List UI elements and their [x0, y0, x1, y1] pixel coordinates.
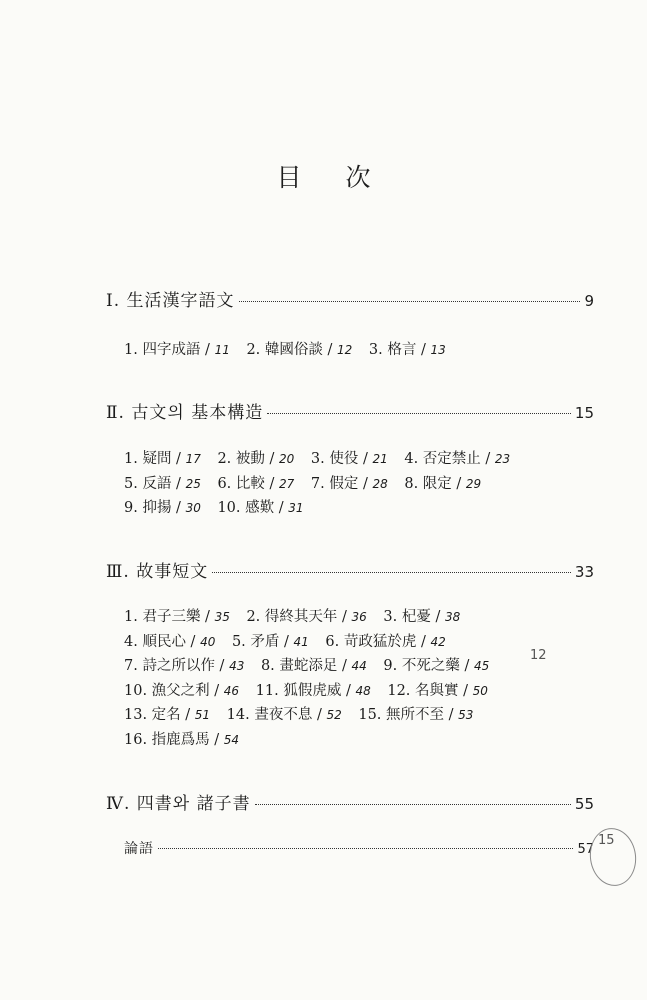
entry[interactable]: 16. 指鹿爲馬 / 54: [124, 731, 240, 748]
section-page-number: 55: [574, 795, 594, 813]
entry-row: [124, 679, 501, 704]
entry[interactable]: 2. 韓國俗談 / 12: [246, 342, 353, 358]
entry[interactable]: 14. 晝夜不息 / 52: [226, 707, 342, 723]
entry[interactable]: 2. 被動 / 20: [217, 451, 295, 467]
entry[interactable]: 6. 比較 / 27: [217, 475, 295, 492]
entry[interactable]: 1. 四字成語 / 11: [124, 342, 230, 358]
entry[interactable]: 11. 狐假虎威 / 48: [255, 682, 371, 699]
dot-leader: [267, 413, 571, 414]
section-label: Ⅳ. 四書와 諸子書: [106, 794, 251, 814]
section-1-heading[interactable]: [106, 286, 594, 311]
entry[interactable]: 9. 抑揚 / 30: [124, 500, 201, 516]
entry-row: [124, 447, 522, 472]
dot-leader: [158, 848, 573, 849]
entry[interactable]: 7. 詩之所以作 / 43: [124, 658, 245, 674]
section-1-entries: [124, 338, 458, 363]
subsection-label: 論語: [124, 841, 154, 857]
entry[interactable]: 8. 限定 / 29: [404, 475, 482, 492]
entry[interactable]: 1. 疑問 / 17: [124, 451, 201, 467]
section-page-number: 33: [574, 563, 594, 581]
entry[interactable]: 13. 定名 / 51: [124, 707, 211, 723]
entry-row: [124, 630, 501, 655]
entry-row: [124, 605, 501, 630]
subsection-heading[interactable]: [124, 838, 594, 858]
entry[interactable]: 5. 反語 / 25: [124, 475, 201, 492]
entry[interactable]: 10. 漁父之利 / 46: [124, 682, 240, 699]
entry[interactable]: 7. 假定 / 28: [310, 475, 388, 492]
entry[interactable]: 4. 順民心 / 40: [124, 633, 216, 650]
entry[interactable]: 10. 感歎 / 31: [217, 500, 304, 516]
section-page-number: 9: [584, 292, 594, 310]
entry-row: [124, 654, 501, 679]
page-title: 目 次: [276, 163, 389, 192]
entry[interactable]: 3. 杞憂 / 38: [383, 609, 461, 625]
section-page-number: 15: [574, 404, 594, 422]
section-label: Ⅰ. 生活漢字語文: [106, 291, 235, 311]
section-3-entries: [124, 605, 501, 752]
entry[interactable]: 1. 君子三樂 / 35: [124, 609, 230, 625]
entry[interactable]: 15. 無所不至 / 53: [358, 707, 474, 723]
section-label: Ⅱ. 古文의 基本構造: [106, 403, 264, 423]
entry-row: [124, 338, 458, 363]
entry[interactable]: 2. 得終其天年 / 36: [246, 609, 367, 625]
entry[interactable]: 4. 否定禁止 / 23: [404, 451, 511, 467]
entry-row: [124, 472, 522, 497]
section-4-heading[interactable]: [106, 789, 594, 814]
subsection-page-number: 57: [577, 842, 594, 857]
entry-row: [124, 728, 501, 753]
entry[interactable]: 6. 苛政猛於虎 / 42: [325, 633, 446, 650]
section-2-heading[interactable]: [106, 398, 594, 423]
section-label: Ⅲ. 故事短文: [106, 562, 209, 582]
entry[interactable]: 9. 不死之藥 / 45: [383, 658, 490, 674]
entry[interactable]: 3. 使役 / 21: [310, 451, 388, 467]
entry-row: [124, 496, 522, 521]
entry[interactable]: 5. 矛盾 / 41: [231, 633, 309, 650]
entry[interactable]: 3. 格言 / 13: [368, 342, 446, 358]
section-3-heading[interactable]: [106, 557, 594, 582]
handwritten-circled-note: 15: [598, 833, 615, 848]
handwritten-note: 12: [530, 648, 547, 663]
dot-leader: [255, 804, 571, 805]
entry[interactable]: 12. 名與實 / 50: [387, 682, 488, 699]
section-2-entries: [124, 447, 522, 521]
entry[interactable]: 8. 畫蛇添足 / 44: [260, 658, 367, 674]
dot-leader: [212, 572, 571, 573]
entry-row: [124, 703, 501, 728]
dot-leader: [239, 301, 581, 302]
